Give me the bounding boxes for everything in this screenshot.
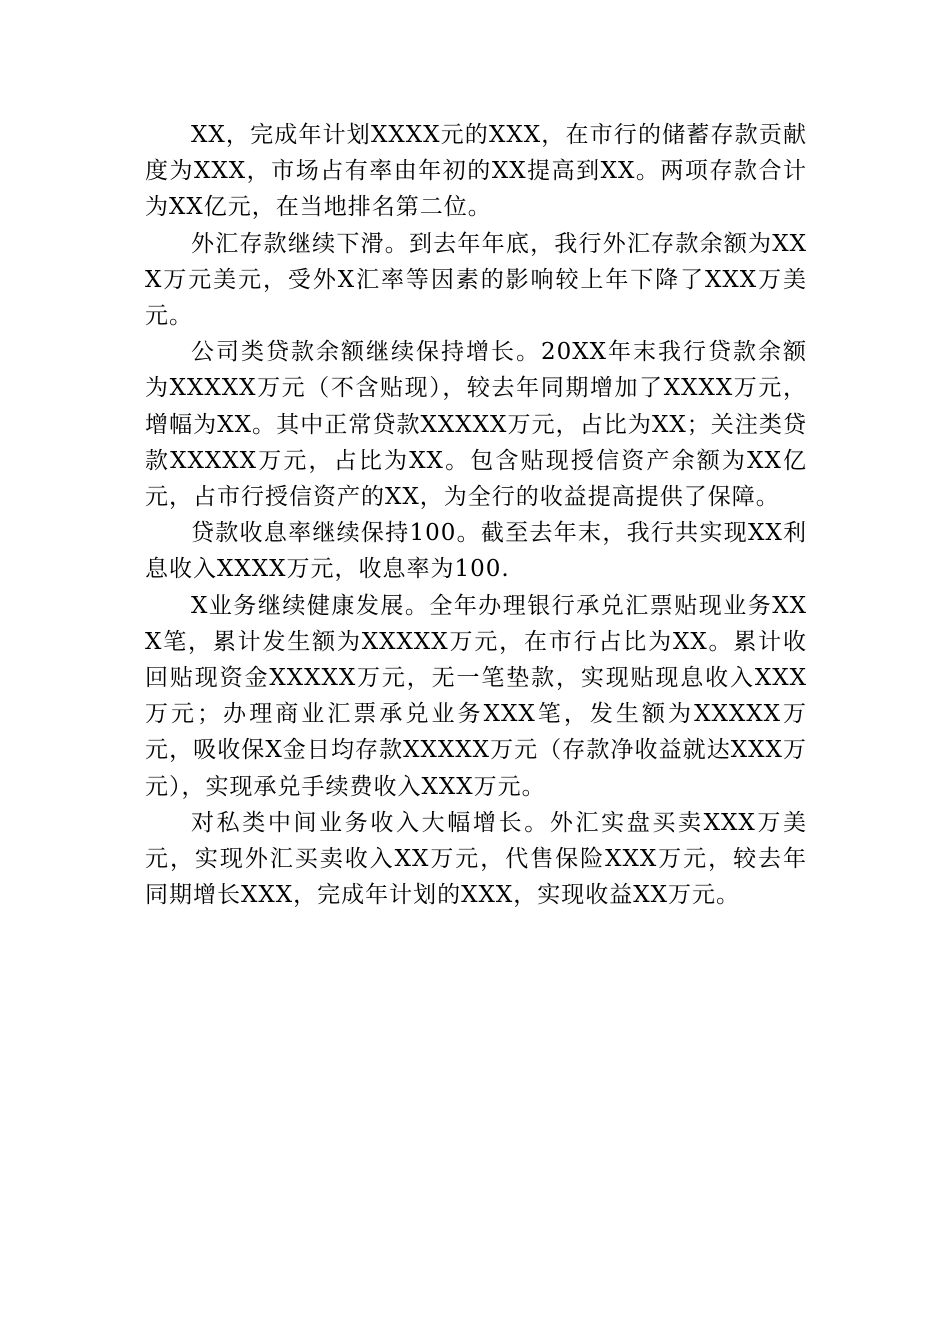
paragraph-corporate-loans: 公司类贷款余额继续保持增长。20XX年末我行贷款余额为XXXXX万元（不含贴现），较去年同期增加了XXXX万元，增幅为XX。其中正常贷款XXXXX万元，占比为XX；关注类贷款XXXXX万元，占比为XX。包含贴现授信资产余额为XX亿元，占市行授信资产的XX，为全行的收益提高提供了保障。 xyxy=(145,339,807,511)
paragraph-foreign-deposits: 外汇存款继续下滑。到去年年底，我行外汇存款余额为XXX万元美元，受外X汇率等因素的影响较上年下降了XXX万美元。 xyxy=(145,230,807,330)
paragraph-interest-collection: 贷款收息率继续保持100。截至去年末，我行共实现XX利息收入XXXX万元，收息率为100. xyxy=(145,520,807,583)
document-body xyxy=(145,117,807,913)
paragraph-retail-intermediary: 对私类中间业务收入大幅增长。外汇实盘买卖XXX万美元，实现外汇买卖收入XX万元，代售保险XXX万元，较去年同期增长XXX，完成年计划的XXX，实现收益XX万元。 xyxy=(145,809,807,909)
paragraph-deposit-summary: XX，完成年计划XXXX元的XXX，在市行的储蓄存款贡献度为XXX，市场占有率由年初的XX提高到XX。两项存款合计为XX亿元，在当地排名第二位。 xyxy=(145,122,807,221)
paragraph-bill-business: X业务继续健康发展。全年办理银行承兑汇票贴现业务XXX笔，累计发生额为XXXXX万元，在市行占比为XX。累计收回贴现资金XXXXX万元，无一笔垫款，实现贴现息收入XXX万元；办理商业汇票承兑业务XXX笔，发生额为XXXXX万元，吸收保X金日均存款XXXXX万元（存款净收益就达XXX万元），实现承兑手续费收入XXX万元。 xyxy=(145,592,807,800)
